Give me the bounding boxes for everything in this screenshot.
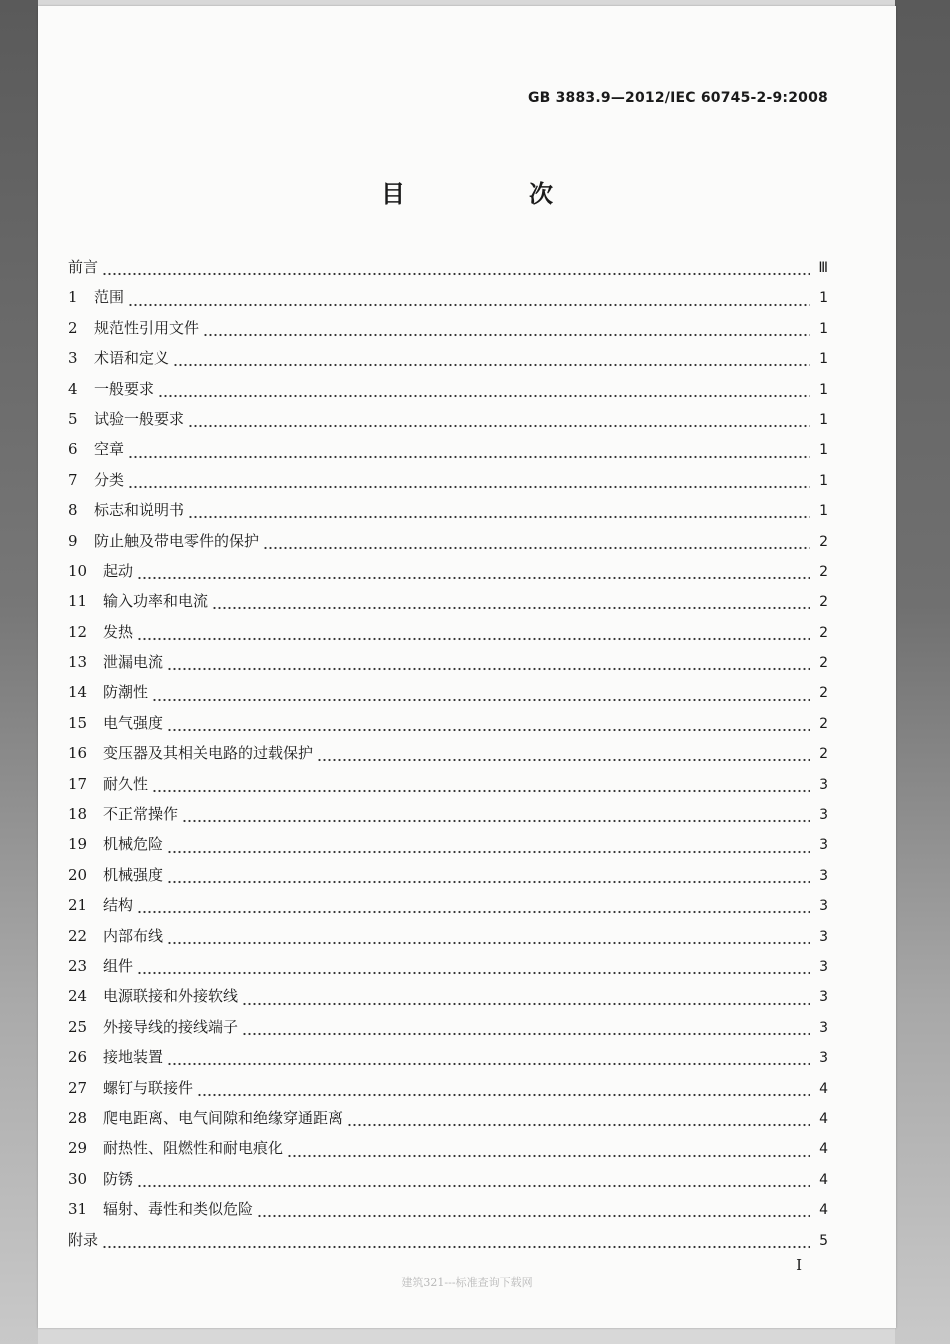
toc-dot-leader — [167, 932, 810, 948]
toc-entry-label: 接地装置 — [103, 1048, 164, 1067]
toc-entry-number: 5 — [68, 409, 78, 428]
toc-entry-page: 5 — [819, 1232, 828, 1249]
toc-dot-leader — [158, 385, 810, 401]
toc-entry-label: 空章 — [94, 440, 125, 459]
toc-entry[interactable] — [68, 925, 828, 955]
toc-entry[interactable] — [68, 1198, 828, 1228]
left-scan-border — [0, 0, 38, 1344]
toc-entry-number: 30 — [68, 1169, 88, 1188]
toc-entry-page: Ⅲ — [818, 260, 828, 276]
toc-entry-label: 耐热性、阻燃性和耐电痕化 — [103, 1139, 284, 1158]
toc-entry-label: 结构 — [103, 896, 134, 915]
toc-entry-number: 14 — [68, 683, 88, 702]
toc-dot-leader — [242, 1023, 810, 1039]
toc-dot-leader — [137, 1175, 810, 1191]
toc-dot-leader — [182, 810, 810, 826]
toc-entry[interactable] — [68, 499, 828, 529]
toc-dot-leader — [137, 962, 810, 978]
toc-entry-page: 1 — [819, 320, 828, 337]
toc-entry-number: 13 — [68, 653, 88, 672]
toc-entry-label: 机械强度 — [103, 865, 164, 884]
toc-entry[interactable] — [68, 438, 828, 468]
toc-entry-number: 29 — [68, 1139, 88, 1158]
toc-entry-number: 1 — [68, 288, 78, 307]
toc-entry-number: 16 — [68, 744, 88, 763]
toc-entry-page: 1 — [819, 351, 828, 368]
toc-entry-number: 9 — [68, 531, 78, 550]
toc-entry-label: 防锈 — [103, 1169, 134, 1188]
toc-entry[interactable] — [68, 712, 828, 742]
toc-entry-label: 内部布线 — [103, 926, 164, 945]
toc-entry-number: 21 — [68, 896, 88, 915]
toc-entry-page: 4 — [819, 1110, 828, 1127]
toc-dot-leader — [167, 719, 810, 735]
toc-entry[interactable] — [68, 469, 828, 499]
toc-entry-number: 4 — [68, 379, 78, 398]
toc-entry[interactable] — [68, 1229, 828, 1259]
toc-entry-number: 11 — [68, 592, 88, 611]
standard-code: GB 3883.9—2012/IEC 60745-2-9:2008 — [527, 90, 828, 106]
toc-entry-label: 输入功率和电流 — [103, 592, 209, 611]
toc-entry[interactable] — [68, 256, 828, 286]
toc-entry-label: 前言 — [68, 258, 99, 276]
toc-dot-leader — [128, 446, 810, 462]
toc-entry-number: 10 — [68, 561, 88, 580]
toc-entry-page: 2 — [819, 715, 828, 732]
toc-dot-leader — [347, 1114, 810, 1130]
toc-dot-leader — [128, 476, 810, 492]
toc-entry[interactable] — [68, 530, 828, 560]
toc-entry[interactable] — [68, 347, 828, 377]
toc-entry[interactable] — [68, 1077, 828, 1107]
toc-entry-page: 3 — [819, 989, 828, 1006]
toc-entry-number: 24 — [68, 987, 88, 1006]
toc-entry-page: 3 — [819, 837, 828, 854]
toc-entry[interactable] — [68, 651, 828, 681]
toc-entry-label: 电源联接和外接软线 — [103, 987, 239, 1006]
toc-entry-label: 试验一般要求 — [94, 409, 185, 428]
toc-entry-page: 4 — [819, 1171, 828, 1188]
toc-entry-number: 31 — [68, 1200, 88, 1219]
toc-entry-page: 3 — [819, 928, 828, 945]
toc-entry-page: 2 — [819, 533, 828, 550]
toc-entry-page: 3 — [819, 958, 828, 975]
toc-entry-number: 25 — [68, 1017, 88, 1036]
toc-dot-leader — [188, 415, 810, 431]
toc-entry-label: 范围 — [94, 288, 125, 307]
toc-dot-leader — [152, 780, 810, 796]
toc-entry[interactable] — [68, 803, 828, 833]
toc-entry-page: 2 — [819, 685, 828, 702]
toc-entry-label: 术语和定义 — [94, 349, 170, 368]
toc-entry-label: 辐射、毒性和类似危险 — [103, 1200, 254, 1219]
toc-dot-leader — [167, 658, 810, 674]
toc-entry[interactable] — [68, 590, 828, 620]
toc-entry-number: 20 — [68, 865, 88, 884]
toc-dot-leader — [152, 689, 810, 705]
toc-entry[interactable] — [68, 681, 828, 711]
toc-entry[interactable] — [68, 1168, 828, 1198]
toc-entry-label: 泄漏电流 — [103, 653, 164, 672]
watermark: 建筑321---标准查询下载网 — [401, 1276, 533, 1289]
toc-dot-leader — [102, 1236, 810, 1252]
toc-title: 目 次 — [381, 180, 603, 208]
toc-entry-label: 组件 — [103, 956, 134, 975]
toc-entry-number: 28 — [68, 1108, 88, 1127]
toc-entry[interactable] — [68, 1016, 828, 1046]
toc-entry[interactable] — [68, 864, 828, 894]
toc-entry-number: 7 — [68, 470, 78, 489]
toc-entry-page: 1 — [819, 472, 828, 489]
toc-dot-leader — [137, 628, 810, 644]
toc-entry[interactable] — [68, 286, 828, 316]
toc-entry-page: 3 — [819, 1019, 828, 1036]
toc-dot-leader — [257, 1205, 810, 1221]
toc-entry-page: 2 — [819, 624, 828, 641]
toc-entry-label: 防止触及带电零件的保护 — [94, 531, 260, 550]
toc-entry-number: 12 — [68, 622, 88, 641]
toc-entry-number: 2 — [68, 318, 78, 337]
toc-entry-number: 6 — [68, 440, 78, 459]
toc-entry[interactable] — [68, 317, 828, 347]
toc-entry-page: 4 — [819, 1080, 828, 1097]
toc-dot-leader — [102, 263, 810, 279]
toc-entry-page: 2 — [819, 655, 828, 672]
toc-entry-page: 3 — [819, 1050, 828, 1067]
toc-entry-number: 23 — [68, 956, 88, 975]
toc-entry[interactable] — [68, 985, 828, 1015]
toc-entry[interactable] — [68, 894, 828, 924]
toc-dot-leader — [173, 354, 810, 370]
toc-entry-label: 标志和说明书 — [94, 501, 185, 520]
toc-entry-label: 规范性引用文件 — [94, 318, 200, 337]
toc-dot-leader — [188, 506, 810, 522]
right-scan-border — [895, 0, 950, 1344]
toc-entry-number: 18 — [68, 805, 88, 824]
toc-entry-page: 4 — [819, 1141, 828, 1158]
toc-dot-leader — [137, 901, 810, 917]
toc-entry-label: 机械危险 — [103, 835, 164, 854]
toc-entry[interactable] — [68, 1046, 828, 1076]
toc-entry[interactable] — [68, 378, 828, 408]
toc-entry-number: 3 — [68, 349, 78, 368]
toc-entry-number: 15 — [68, 713, 88, 732]
toc-entry-label: 不正常操作 — [103, 805, 179, 824]
toc-dot-leader — [167, 871, 810, 887]
toc-entry[interactable] — [68, 1137, 828, 1167]
toc-entry-page: 1 — [819, 381, 828, 398]
toc-dot-leader — [212, 597, 810, 613]
toc-entry[interactable] — [68, 621, 828, 651]
toc-dot-leader — [317, 749, 810, 765]
toc-entry-page: 2 — [819, 746, 828, 763]
toc-entry-page: 1 — [819, 503, 828, 520]
toc-entry-label: 发热 — [103, 622, 134, 641]
toc-dot-leader — [197, 1084, 810, 1100]
toc-dot-leader — [242, 993, 810, 1009]
toc-entry-number: 27 — [68, 1078, 88, 1097]
toc-entry-page: 3 — [819, 898, 828, 915]
toc-entry-label: 防潮性 — [103, 683, 149, 702]
toc-dot-leader — [203, 324, 810, 340]
toc-entry-page: 1 — [819, 411, 828, 428]
toc-entry-page: 1 — [819, 290, 828, 307]
toc-entry-page: 2 — [819, 563, 828, 580]
toc-entry-number: 22 — [68, 926, 88, 945]
toc-entry-label: 爬电距离、电气间隙和绝缘穿通距离 — [103, 1108, 344, 1127]
toc-entry-page: 3 — [819, 807, 828, 824]
toc-entry[interactable] — [68, 408, 828, 438]
toc-entry-page: 3 — [819, 867, 828, 884]
toc-entry-number: 8 — [68, 501, 78, 520]
toc-entry[interactable] — [68, 742, 828, 772]
toc-entry-label: 分类 — [94, 470, 125, 489]
toc-entry-page: 3 — [819, 776, 828, 793]
page-number: I — [796, 1256, 802, 1274]
toc-dot-leader — [128, 294, 810, 310]
toc-entry-page: 2 — [819, 594, 828, 611]
toc-entry-page: 4 — [819, 1202, 828, 1219]
toc-entry[interactable] — [68, 1107, 828, 1137]
toc-entry[interactable] — [68, 560, 828, 590]
toc-entry-label: 外接导线的接线端子 — [103, 1017, 239, 1036]
toc-dot-leader — [263, 537, 810, 553]
toc-entry[interactable] — [68, 833, 828, 863]
toc-entry-label: 变压器及其相关电路的过载保护 — [103, 744, 314, 763]
toc-dot-leader — [287, 1145, 810, 1161]
toc-dot-leader — [167, 1053, 810, 1069]
document-page — [38, 6, 896, 1328]
toc-dot-leader — [137, 567, 810, 583]
toc-entry[interactable] — [68, 955, 828, 985]
toc-entry-label: 电气强度 — [103, 713, 164, 732]
toc-entry-number: 26 — [68, 1048, 88, 1067]
table-of-contents — [68, 256, 828, 1259]
toc-entry-label: 耐久性 — [103, 774, 149, 793]
toc-entry-page: 1 — [819, 442, 828, 459]
toc-entry-number: 17 — [68, 774, 88, 793]
toc-entry[interactable] — [68, 773, 828, 803]
toc-entry-number: 19 — [68, 835, 88, 854]
toc-entry-label: 一般要求 — [94, 379, 155, 398]
toc-entry-label: 附录 — [68, 1230, 99, 1249]
toc-dot-leader — [167, 841, 810, 857]
toc-entry-label: 螺钉与联接件 — [103, 1078, 194, 1097]
toc-entry-label: 起动 — [103, 561, 134, 580]
